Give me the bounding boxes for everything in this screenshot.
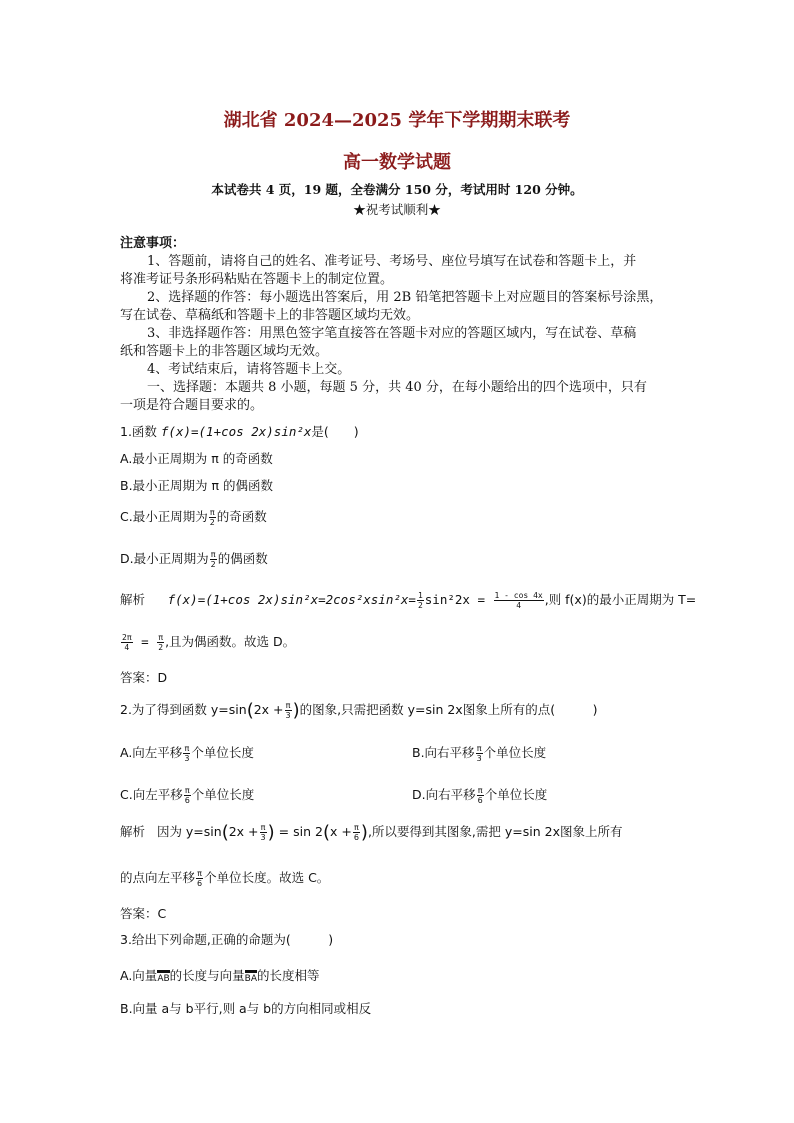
q1-stem: 1.函数 f(x)=(1+cos 2x)sin²x是( ) [120,424,359,439]
note-1b: 将准考证号条形码粘贴在答题卡上的制定位置。 [120,272,394,287]
note-3a: 3、非选择题作答：用黑色签字笔直接答在答题卡对应的答题区域内，写在试卷、草稿 [147,326,637,341]
q2-option-d: D.向右平移 $\frac{\pi}{6}$ 个单位长度 [412,786,548,805]
exam-info: 本试卷共 4 页，19 题，全卷满分 150 分，考试用时 120 分钟。 [211,182,583,197]
q1-option-a: A.最小正周期为 π 的奇函数 [120,451,273,466]
note-4: 4、考试结束后，请将答题卡上交。 [147,362,351,377]
note-2a: 2、选择题的作答：每小题选出答案后，用 2B 铅笔把答题卡上对应题目的答案标号涂黑， [147,290,663,305]
q1-solution-cont: $\frac{2\pi}{4}$ = $\frac{\pi}{2}$ ,且为偶函数。故选 D。 [122,633,296,652]
note-2b: 写在试卷、草稿纸和答题卡上的非答题区域均无效。 [120,308,420,323]
section-1b: 一项是符合题目要求的。 [120,398,264,413]
q2-solution-cont: 的点向左平移 $\frac{\pi}{6}$ 个单位长度。故选 C。 [120,869,330,888]
q1-option-b: B.最小正周期为 π 的偶函数 [120,478,274,493]
notes-heading: 注意事项： [120,236,186,251]
q2-option-b: B.向右平移 $\frac{\pi}{3}$ 个单位长度 [412,744,547,763]
q2-option-c: C.向左平移 $\frac{\pi}{6}$ 个单位长度 [120,786,255,805]
q2-solution: 解析 因为 y=sin(2x + $\frac{\pi}{3}$ ) = sin 2(x + $\frac{\pi}{6}$ ),所以要得到其图象,需把 y=sin 2x图象上所有 [120,822,623,843]
q2-answer: 答案：C [120,906,167,921]
q3-stem: 3.给出下列命题,正确的命题为( ) [120,932,334,947]
vector-ba: BA [245,970,257,984]
note-1a: 1、答题前，请将自己的姓名、准考证号、考场号、座位号填写在试卷和答题卡上，并 [147,254,637,269]
exam-subtitle: 高一数学试题 [343,152,451,173]
q3-option-b: B.向量 a与 b平行,则 a与 b的方向相同或相反 [120,1001,372,1016]
exam-title: 湖北省 2024—2025 学年下学期期末联考 [223,110,571,131]
q1-answer: 答案：D [120,670,168,685]
wish-line: ★祝考试顺利★ [353,202,441,217]
section-1a: 一、选择题：本题共 8 小题，每题 5 分，共 40 分，在每小题给出的四个选项中，只有 [147,380,647,395]
q2-option-a: A.向左平移 $\frac{\pi}{3}$ 个单位长度 [120,744,254,763]
q1-option-c: C.最小正周期为 $\frac{\pi}{2}$ 的奇函数 [120,508,267,527]
q3-option-a: A.向量AB的长度与向量BA的长度相等 [120,968,320,984]
q2-stem: 2.为了得到函数 y=sin(2x + $\frac{\pi}{3}$ )的图象,只需把函数 y=sin 2x图象上所有的点( ) [120,700,598,721]
q1-solution: 解析 f(x)=(1+cos 2x)sin²x=2cos²xsin²x= $\frac{1}{2}$ sin²2x = $\frac{1 - \cos 4x}{4}$ ,则 f(x)的最小正周期为 T= [120,591,697,610]
note-3b: 纸和答题卡上的非答题区域均无效。 [120,344,329,359]
q1-option-d: D.最小正周期为 $\frac{\pi}{2}$ 的偶函数 [120,550,268,569]
vector-ab: AB [157,970,169,984]
